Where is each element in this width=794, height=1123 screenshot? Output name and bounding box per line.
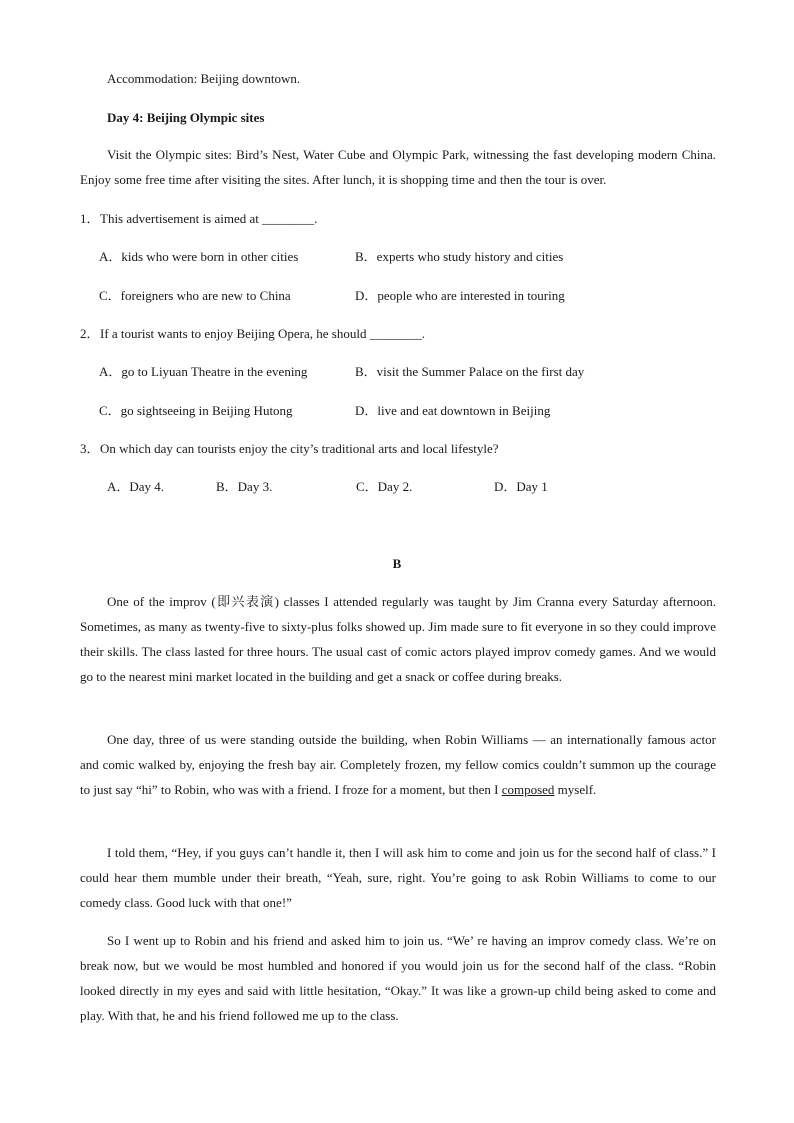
question-3-option-b: B．Day 3. xyxy=(216,479,273,494)
question-1-option-a: A．kids who were born in other cities xyxy=(99,249,299,264)
question-1 xyxy=(80,210,317,228)
section-b-paragraph-1: One of the improv (即兴表演) classes I attended regularly was taught by Jim Cranna every Saturday afternoon. Sometimes, as many as twenty-five to sixty-plus folks showed up. Jim made sure to fit everyone in so they could improve their skills. The class lasted for three hours. The usual cast of comic actors played improv comedy games. And we would go to the nearest mini market located in the building and get a snack or coffee during breaks. xyxy=(80,594,716,684)
question-2-option-b: B．visit the Summer Palace on the first day xyxy=(355,364,585,379)
question-1-option-d: D．people who are interested in touring xyxy=(355,288,565,303)
day4-title: Day 4: Beijing Olympic sites xyxy=(107,110,265,125)
section-b-paragraph-3: I told them, “Hey, if you guys can’t handle it, then I will ask him to come and join us for the second half of class.” I could hear them mumble under their breath, “Yeah, sure, right. You’re going to ask Robin Williams to come to our comedy class. Good luck with that one!” xyxy=(80,845,716,910)
question-2-text: If a tourist wants to enjoy Beijing Opera, he should ________. xyxy=(100,326,425,341)
accommodation-line: Accommodation: Beijing downtown. xyxy=(107,71,301,86)
question-2-option-d: D．live and eat downtown in Beijing xyxy=(355,403,551,418)
question-3 xyxy=(80,440,499,458)
question-1-option-b: B．experts who study history and cities xyxy=(355,249,564,264)
paragraph-2-text-after: myself. xyxy=(554,782,597,797)
section-b-paragraph-2 xyxy=(80,727,716,802)
question-3-option-d: D．Day 1 xyxy=(494,479,548,494)
question-1-number: 1． xyxy=(80,211,100,226)
question-3-number: 3． xyxy=(80,441,100,456)
question-1-option-c: C．foreigners who are new to China xyxy=(99,288,291,303)
question-3-option-c: C．Day 2. xyxy=(356,479,413,494)
section-b-paragraph-4: So I went up to Robin and his friend and asked him to join us. “We’ re having an improv comedy class. We’re on break now, but we would be most humbled and honored if you would join us for the second half of the class. “Robin looked directly in my eyes and said with little hesitation, “Okay.” It was like a grown-up child being asked to come and play. With that, he and his friend followed me up to the class. xyxy=(80,933,716,1023)
question-2-option-c: C．go sightseeing in Beijing Hutong xyxy=(99,403,293,418)
question-2-option-a: A．go to Liyuan Theatre in the evening xyxy=(99,364,308,379)
paragraph-2-text-before: One day, three of us were standing outside the building, when Robin Williams — an internationally famous actor and comic walked by, enjoying the fresh bay air. Completely frozen, my fellow comics couldn’t summon up the courage to just say “hi” to Robin, who was with a friend. I froze for a moment, but then I xyxy=(80,732,716,797)
question-2 xyxy=(80,325,425,343)
day4-paragraph: Visit the Olympic sites: Bird’s Nest, Water Cube and Olympic Park, witnessing the fast developing modern China. Enjoy some free time after visiting the sites. After lunch, it is shopping time and then the tour is over. xyxy=(80,147,716,187)
underlined-word-composed: composed xyxy=(501,782,555,797)
question-3-option-a: A．Day 4. xyxy=(107,479,165,494)
question-3-text: On which day can tourists enjoy the city’s traditional arts and local lifestyle? xyxy=(100,441,499,456)
question-1-text: This advertisement is aimed at ________. xyxy=(100,211,318,226)
section-b-heading: B xyxy=(392,556,402,571)
question-2-number: 2． xyxy=(80,326,100,341)
